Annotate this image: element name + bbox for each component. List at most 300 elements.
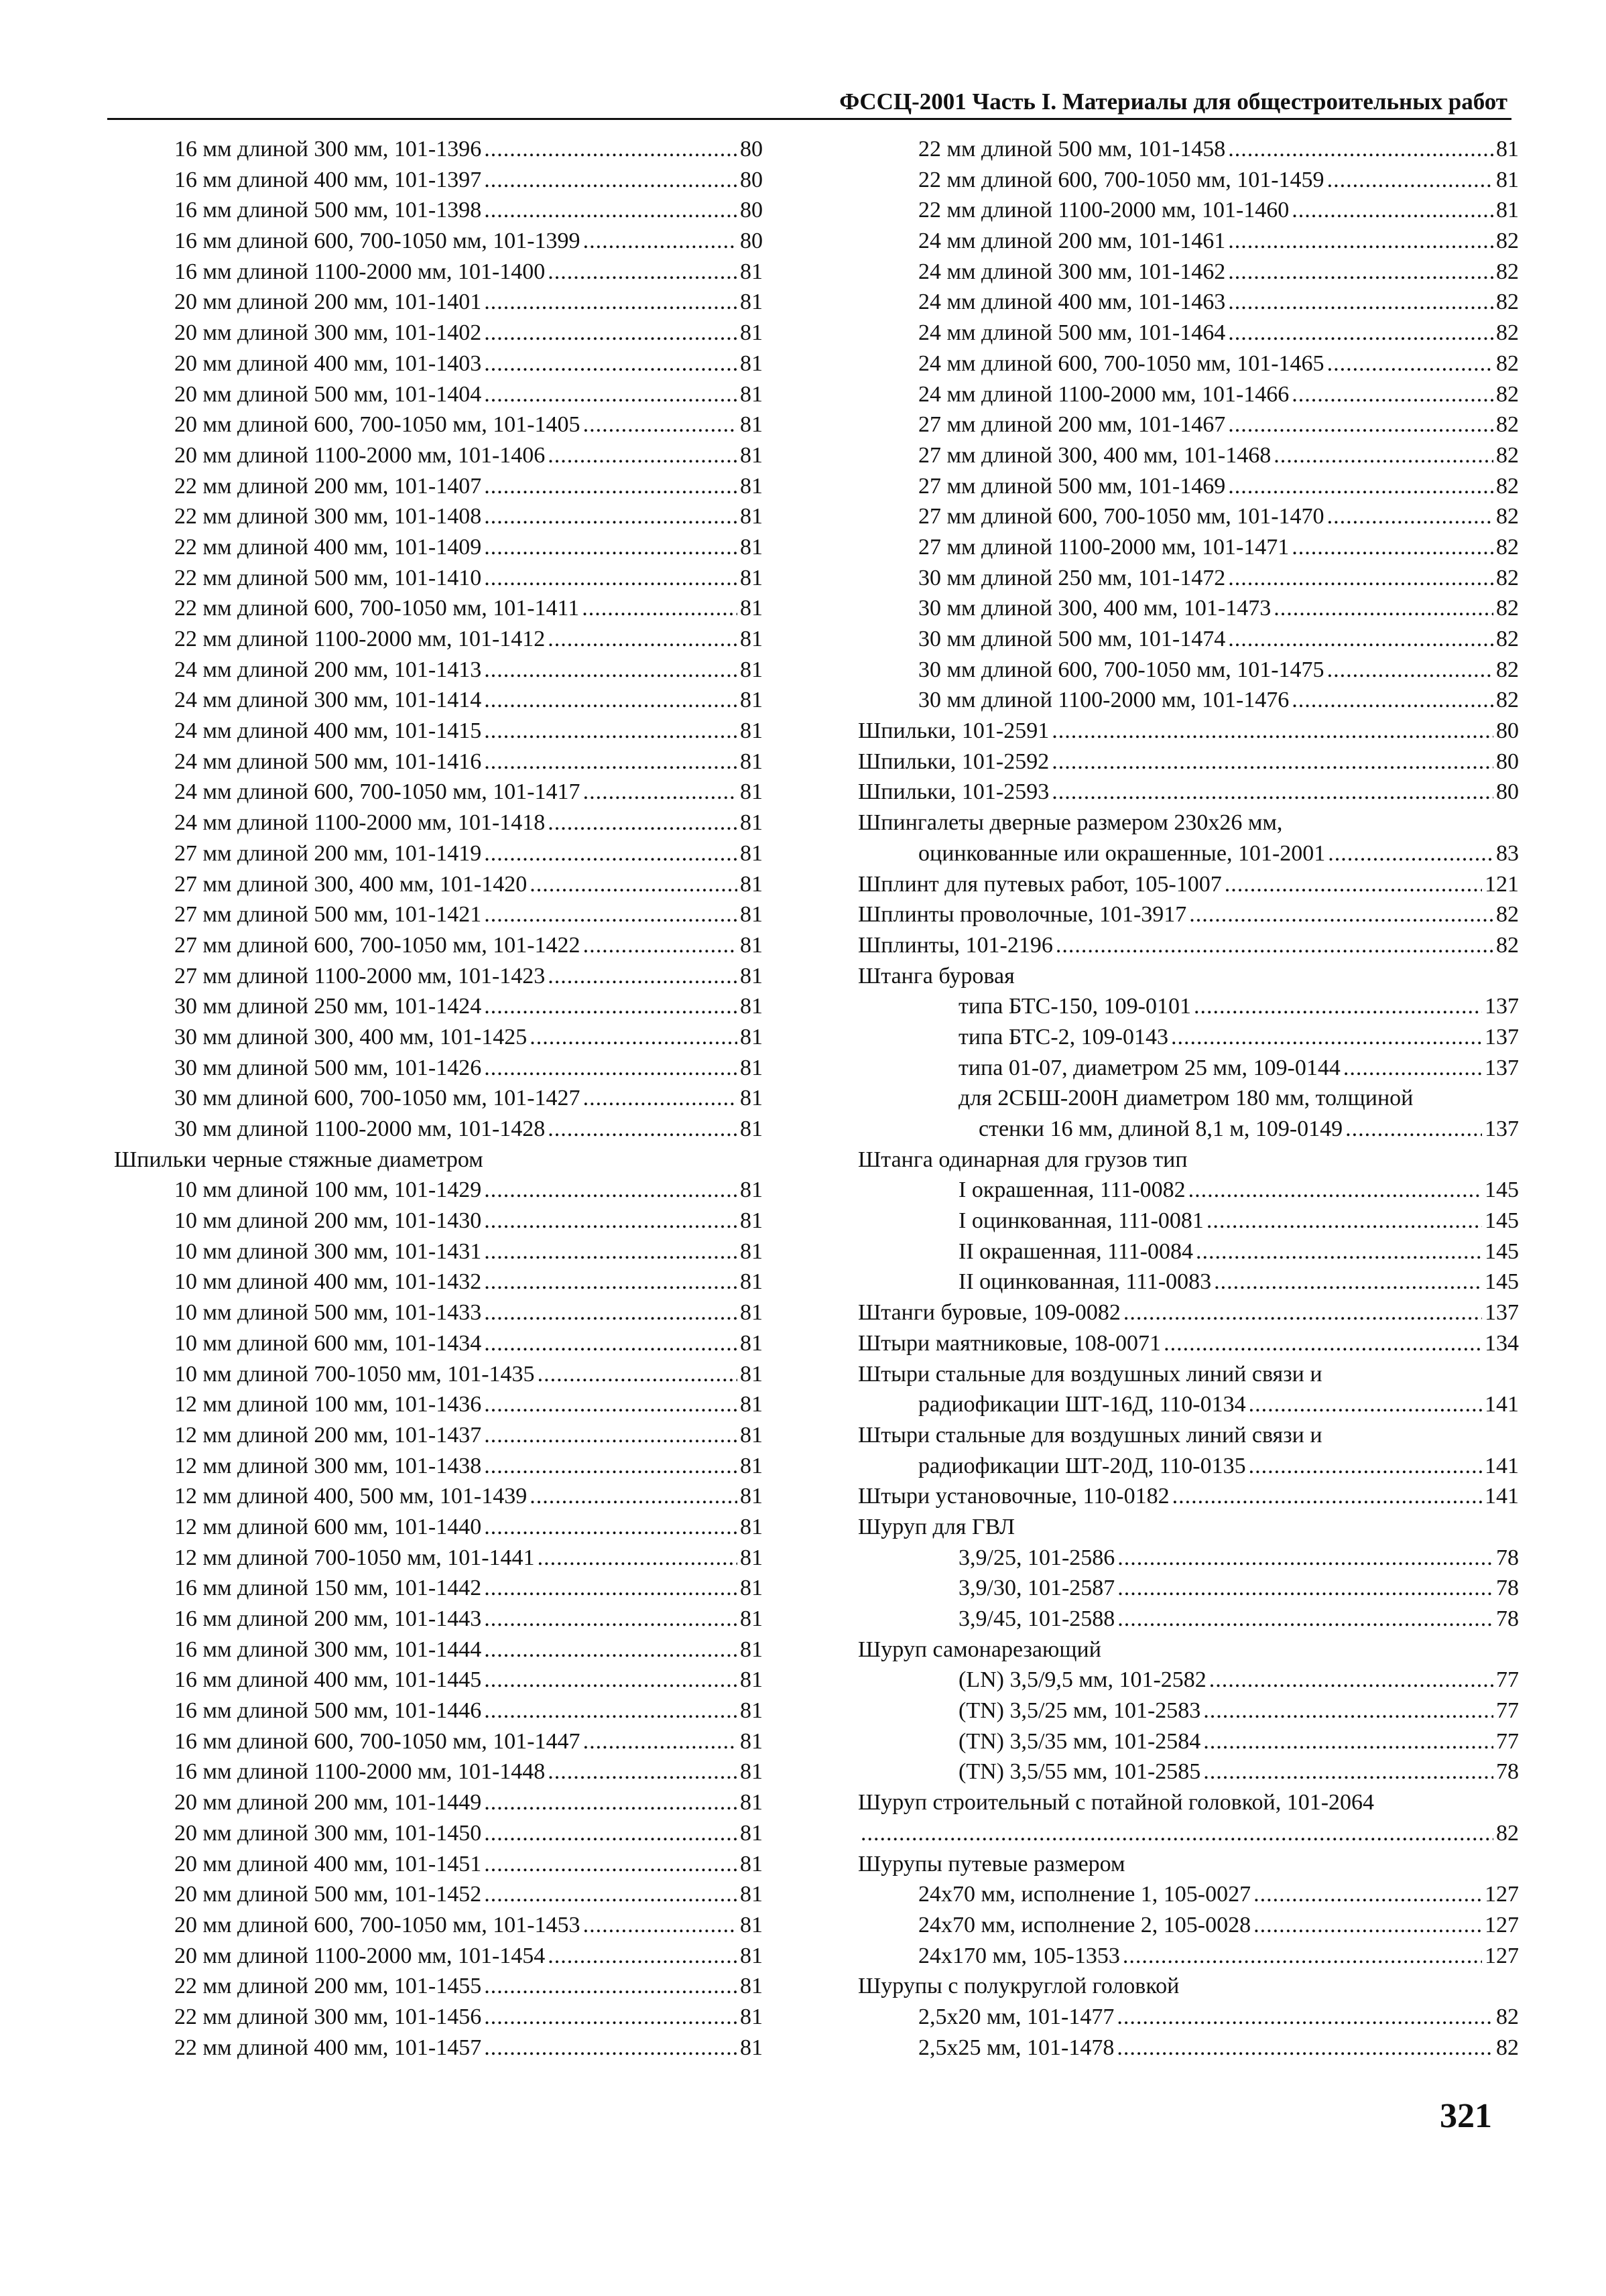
dot-leader	[1228, 226, 1493, 257]
dot-leader	[1228, 409, 1493, 440]
dot-leader	[484, 195, 737, 226]
entry-page-ref: 82	[1496, 1820, 1519, 1846]
dot-leader	[1327, 655, 1493, 686]
entry-page-ref: 81	[740, 1667, 763, 1693]
dot-leader	[1292, 195, 1493, 226]
dot-leader	[548, 1114, 737, 1145]
dot-leader	[583, 930, 737, 961]
dot-leader	[1052, 747, 1493, 777]
index-entry	[858, 1175, 1519, 1206]
entry-text: 30 мм длиной 1100-2000 мм, 101-1428	[174, 1117, 546, 1141]
entry-page-ref: 80	[1496, 779, 1519, 805]
entry-page-ref: 82	[1496, 565, 1519, 590]
index-entry	[858, 1022, 1519, 1053]
index-heading: для 2СБШ-200Н диаметром 180 мм, толщиной	[959, 1086, 1414, 1111]
entry-text: 24 мм длиной 400 мм, 101-1463	[918, 290, 1226, 315]
dot-leader	[1203, 1726, 1493, 1757]
entry-text: 24 мм длиной 1100-2000 мм, 101-1418	[174, 810, 546, 836]
index-entry	[858, 1389, 1519, 1420]
index-entry	[114, 1604, 763, 1635]
dot-leader	[1253, 1910, 1482, 1941]
index-entry	[858, 563, 1519, 594]
entry-text: Штыри установочные, 110-0182	[858, 1484, 1170, 1509]
entry-text: 16 мм длиной 300 мм, 101-1396	[174, 137, 482, 162]
dot-leader	[1225, 869, 1482, 900]
dot-leader	[530, 1481, 737, 1512]
entry-text: 30 мм длиной 250 мм, 101-1424	[174, 994, 482, 1019]
entry-page-ref: 82	[1496, 2035, 1519, 2060]
entry-page-ref: 81	[740, 259, 763, 284]
index-entry	[114, 1971, 763, 2002]
dot-leader	[484, 532, 737, 563]
dot-leader	[484, 2002, 737, 2033]
index-entry	[114, 747, 763, 777]
entry-text: 20 мм длиной 300 мм, 101-1402	[174, 320, 482, 346]
entry-text: 10 мм длиной 600 мм, 101-1434	[174, 1330, 482, 1356]
entry-text: 10 мм длиной 300 мм, 101-1431	[174, 1238, 482, 1264]
entry-page-ref: 81	[1496, 167, 1519, 192]
index-entry	[858, 2002, 1519, 2033]
dot-leader	[1228, 624, 1493, 655]
index-entry	[114, 1757, 763, 1787]
entry-page-ref: 81	[740, 1086, 763, 1111]
entry-page-ref: 137	[1485, 1055, 1519, 1080]
entry-text: 24x170 мм, 105-1353	[918, 1943, 1120, 1968]
index-heading: Штыри стальные для воздушных линий связи и	[858, 1422, 1322, 1448]
dot-leader	[484, 1328, 737, 1359]
dot-leader	[1249, 1451, 1482, 1482]
index-entry	[858, 1297, 1519, 1328]
dot-leader	[484, 1787, 737, 1818]
dot-leader	[484, 287, 737, 318]
index-entry	[114, 1665, 763, 1696]
entry-page-ref: 82	[1496, 596, 1519, 621]
entry-page-ref: 82	[1496, 381, 1519, 407]
entry-text: 30 мм длиной 500 мм, 101-1474	[918, 627, 1226, 651]
entry-page-ref: 81	[740, 1759, 763, 1785]
dot-leader	[484, 716, 737, 747]
dot-leader	[583, 1910, 737, 1941]
index-entry	[858, 1604, 1519, 1635]
entry-text: 20 мм длиной 1100-2000 мм, 101-1454	[174, 1943, 546, 1968]
entry-text: радиофикации ШТ-16Д, 110-0134	[918, 1392, 1246, 1417]
index-entry	[858, 226, 1519, 257]
entry-page-ref: 80	[740, 167, 763, 192]
entry-page-ref: 81	[740, 1820, 763, 1846]
entry-text: 20 мм длиной 400 мм, 101-1403	[174, 350, 482, 376]
dot-leader	[1117, 1604, 1493, 1635]
entry-text: 22 мм длиной 600, 700-1050 мм, 101-1459	[918, 167, 1324, 192]
entry-page-ref: 77	[1496, 1667, 1519, 1693]
index-entry	[114, 1879, 763, 1910]
entry-page-ref: 81	[740, 1177, 763, 1203]
index-entry	[858, 1879, 1519, 1910]
entry-text: I оцинкованная, 111-0081	[959, 1208, 1204, 1234]
dot-leader	[1194, 991, 1482, 1022]
dot-leader	[484, 1451, 737, 1482]
entry-text: 20 мм длиной 600, 700-1050 мм, 101-1405	[174, 412, 580, 438]
entry-page-ref: 81	[740, 1882, 763, 1907]
entry-page-ref: 82	[1496, 627, 1519, 651]
index-entry	[114, 1818, 763, 1849]
index-entry	[858, 348, 1519, 379]
entry-page-ref: 81	[740, 1330, 763, 1356]
dot-leader	[484, 1696, 737, 1726]
entry-page-ref: 81	[740, 1300, 763, 1326]
entry-page-ref: 127	[1485, 1882, 1519, 1907]
entry-text: 30 мм длиной 300, 400 мм, 101-1425	[174, 1024, 528, 1049]
entry-page-ref: 80	[740, 229, 763, 254]
index-entry	[114, 1849, 763, 1880]
index-entry	[114, 685, 763, 716]
entry-page-ref: 81	[1496, 198, 1519, 223]
entry-page-ref: 81	[740, 994, 763, 1019]
dot-leader	[548, 1941, 737, 1972]
dot-leader	[484, 1512, 737, 1543]
index-entry	[858, 257, 1519, 288]
entry-text: (TN) 3,5/25 мм, 101-2583	[959, 1698, 1201, 1724]
index-entry	[114, 1451, 763, 1482]
index-entry	[114, 1910, 763, 1941]
entry-text: 12 мм длиной 400, 500 мм, 101-1439	[174, 1484, 528, 1509]
dot-leader	[1228, 287, 1493, 318]
index-entry	[114, 1696, 763, 1726]
index-entry	[858, 1757, 1519, 1787]
entry-text: II окрашенная, 111-0084	[959, 1238, 1193, 1264]
index-entry	[114, 1267, 763, 1297]
index-entry	[114, 1635, 763, 1665]
index-entry	[858, 1726, 1519, 1757]
dot-leader	[548, 624, 737, 655]
entry-page-ref: 81	[740, 381, 763, 407]
entry-page-ref: 81	[740, 350, 763, 376]
dot-leader	[1343, 1053, 1482, 1084]
index-entry	[114, 195, 763, 226]
dot-leader	[1292, 532, 1493, 563]
entry-page-ref: 81	[740, 1974, 763, 1999]
entry-page-ref: 82	[1496, 290, 1519, 315]
dot-leader	[1292, 379, 1493, 410]
entry-page-ref: 81	[740, 963, 763, 988]
entry-page-ref: 82	[1496, 473, 1519, 499]
entry-text: 20 мм длиной 500 мм, 101-1404	[174, 381, 482, 407]
index-entry	[114, 1083, 763, 1114]
index-entry	[114, 1420, 763, 1451]
entry-page-ref: 82	[1496, 442, 1519, 468]
entry-page-ref: 81	[740, 1851, 763, 1876]
index-entry	[858, 532, 1519, 563]
index-heading: Штанга одинарная для грузов тип	[858, 1147, 1188, 1172]
entry-text: 27 мм длиной 1100-2000 мм, 101-1423	[174, 963, 546, 988]
index-entry	[858, 318, 1519, 348]
entry-page-ref: 80	[740, 198, 763, 223]
entry-text: 20 мм длиной 200 мм, 101-1449	[174, 1790, 482, 1815]
entry-text: 12 мм длиной 700-1050 мм, 101-1441	[174, 1545, 535, 1570]
index-entry	[114, 287, 763, 318]
entry-text: 16 мм длиной 600, 700-1050 мм, 101-1399	[174, 229, 580, 254]
entry-page-ref: 145	[1485, 1238, 1519, 1264]
entry-page-ref: 81	[740, 1453, 763, 1478]
dot-leader	[1123, 1297, 1482, 1328]
dot-leader	[1228, 134, 1493, 165]
entry-text: 24 мм длиной 500 мм, 101-1416	[174, 749, 482, 774]
dot-leader	[583, 777, 737, 808]
dot-leader	[583, 1726, 737, 1757]
index-entry	[114, 501, 763, 532]
entry-text: 30 мм длиной 600, 700-1050 мм, 101-1427	[174, 1086, 580, 1111]
dot-leader	[484, 1665, 737, 1696]
entry-text: 16 мм длиной 150 мм, 101-1442	[174, 1576, 482, 1601]
entry-page-ref: 82	[1496, 902, 1519, 928]
index-entry	[114, 1114, 763, 1145]
dot-leader	[484, 165, 737, 196]
index-entry	[114, 991, 763, 1022]
index-entry	[114, 318, 763, 348]
index-entry	[114, 808, 763, 838]
entry-page-ref: 134	[1485, 1330, 1519, 1356]
entry-page-ref: 81	[740, 810, 763, 836]
entry-page-ref: 82	[1496, 932, 1519, 958]
dot-leader	[548, 808, 737, 838]
entry-text: 24 мм длиной 400 мм, 101-1415	[174, 718, 482, 744]
dot-leader	[1214, 1267, 1482, 1297]
entry-page-ref: 81	[740, 688, 763, 713]
entry-text: (TN) 3,5/35 мм, 101-2584	[959, 1728, 1201, 1754]
entry-page-ref: 81	[740, 290, 763, 315]
entry-page-ref: 145	[1485, 1177, 1519, 1203]
header-title: ФССЦ-2001 Часть I. Материалы для общестроительных работ	[839, 88, 1507, 115]
dot-leader	[583, 1083, 737, 1114]
entry-page-ref: 82	[1496, 412, 1519, 438]
entry-page-ref: 80	[1496, 718, 1519, 744]
dot-leader	[484, 1879, 737, 1910]
dot-leader	[1274, 440, 1493, 471]
entry-text: 24 мм длиной 1100-2000 мм, 101-1466	[918, 381, 1290, 407]
dot-leader	[1327, 348, 1493, 379]
index-entry	[114, 655, 763, 686]
entry-page-ref: 81	[740, 2004, 763, 2029]
entry-page-ref: 80	[1496, 749, 1519, 774]
entry-text: Шпильки, 101-2591	[858, 718, 1050, 744]
entry-text: 27 мм длиной 600, 700-1050 мм, 101-1422	[174, 932, 580, 958]
entry-text: 30 мм длиной 1100-2000 мм, 101-1476	[918, 688, 1290, 713]
index-entry	[858, 2033, 1519, 2063]
index-entry	[858, 869, 1519, 900]
index-entry	[114, 1359, 763, 1390]
dot-leader	[548, 440, 737, 471]
entry-page-ref: 81	[740, 1392, 763, 1417]
running-header	[107, 79, 1511, 120]
index-entry	[114, 961, 763, 992]
index-entry	[858, 1267, 1519, 1297]
dot-leader	[1052, 777, 1493, 808]
entry-text: 10 мм длиной 500 мм, 101-1433	[174, 1300, 482, 1326]
entry-text: 12 мм длиной 200 мм, 101-1437	[174, 1422, 482, 1448]
index-entry	[858, 134, 1519, 165]
entry-text: 16 мм длиной 500 мм, 101-1446	[174, 1698, 482, 1724]
entry-text: 24 мм длиной 500 мм, 101-1464	[918, 320, 1226, 346]
dot-leader	[484, 379, 737, 410]
index-entry	[114, 134, 763, 165]
index-entry	[858, 165, 1519, 196]
entry-page-ref: 137	[1485, 1300, 1519, 1326]
entry-page-ref: 81	[740, 932, 763, 958]
entry-text: 20 мм длиной 300 мм, 101-1450	[174, 1820, 482, 1846]
entry-page-ref: 81	[740, 504, 763, 529]
dot-leader	[861, 1818, 1493, 1849]
index-entry	[858, 1481, 1519, 1512]
entry-page-ref: 81	[740, 1238, 763, 1264]
entry-page-ref: 141	[1485, 1484, 1519, 1509]
index-heading: Штанга буровая	[858, 963, 1015, 988]
dot-leader	[1274, 593, 1493, 624]
entry-text: Шпильки, 101-2592	[858, 749, 1050, 774]
index-entry	[114, 899, 763, 930]
index-entry	[858, 1941, 1519, 1972]
entry-page-ref: 81	[740, 1698, 763, 1724]
index-entry	[114, 593, 763, 624]
entry-text: 22 мм длиной 500 мм, 101-1410	[174, 565, 482, 590]
index-entry	[858, 716, 1519, 747]
dot-leader	[548, 961, 737, 992]
entry-text: 27 мм длиной 500 мм, 101-1469	[918, 473, 1226, 499]
entry-page-ref: 81	[740, 657, 763, 682]
entry-text: 27 мм длиной 200 мм, 101-1467	[918, 412, 1226, 438]
dot-leader	[1117, 1573, 1493, 1604]
index-entry	[858, 440, 1519, 471]
index-heading: Шуруп самонарезающий	[858, 1637, 1101, 1662]
index-entry	[114, 348, 763, 379]
index-entry	[114, 2033, 763, 2063]
entry-text: 27 мм длиной 500 мм, 101-1421	[174, 902, 482, 928]
entry-page-ref: 81	[740, 534, 763, 560]
index-entry	[114, 563, 763, 594]
entry-page-ref: 81	[740, 627, 763, 651]
entry-page-ref: 81	[740, 1422, 763, 1448]
entry-text: 20 мм длиной 200 мм, 101-1401	[174, 290, 482, 315]
index-entry	[858, 624, 1519, 655]
entry-page-ref: 127	[1485, 1943, 1519, 1968]
index-entry	[114, 1573, 763, 1604]
index-entry	[114, 226, 763, 257]
dot-leader	[530, 1022, 737, 1053]
index-entry	[858, 1910, 1519, 1941]
entry-page-ref: 81	[740, 1912, 763, 1937]
entry-page-ref: 82	[1496, 504, 1519, 529]
entry-page-ref: 81	[740, 1728, 763, 1754]
entry-text: 27 мм длиной 1100-2000 мм, 101-1471	[918, 534, 1290, 560]
entry-text: 24 мм длиной 300 мм, 101-1462	[918, 259, 1226, 284]
entry-page-ref: 81	[740, 840, 763, 866]
entry-text: оцинкованные или окрашенные, 101-2001	[918, 840, 1326, 866]
entry-page-ref: 121	[1485, 871, 1519, 897]
entry-text: Шплинты, 101-2196	[858, 932, 1053, 958]
index-entry	[114, 1022, 763, 1053]
entry-text: 22 мм длиной 400 мм, 101-1409	[174, 534, 482, 560]
dot-leader	[1228, 318, 1493, 348]
entry-page-ref: 80	[740, 137, 763, 162]
dot-leader	[1203, 1757, 1493, 1787]
entry-page-ref: 81	[740, 1484, 763, 1509]
index-entry	[114, 1543, 763, 1574]
dot-leader	[484, 991, 737, 1022]
entry-text: 22 мм длиной 200 мм, 101-1407	[174, 473, 482, 499]
entry-text: 3,9/30, 101-2587	[959, 1576, 1115, 1601]
dot-leader	[1328, 838, 1493, 869]
entry-page-ref: 78	[1496, 1545, 1519, 1570]
index-entry	[858, 777, 1519, 808]
entry-page-ref: 81	[740, 1208, 763, 1234]
entry-page-ref: 77	[1496, 1728, 1519, 1754]
dot-leader	[484, 348, 737, 379]
entry-text: 16 мм длиной 1100-2000 мм, 101-1448	[174, 1759, 546, 1785]
entry-page-ref: 81	[740, 1606, 763, 1631]
entry-page-ref: 145	[1485, 1269, 1519, 1295]
entry-text: 16 мм длиной 400 мм, 101-1445	[174, 1667, 482, 1693]
index-entry	[858, 655, 1519, 686]
index-entry	[858, 593, 1519, 624]
dot-leader	[538, 1543, 737, 1574]
entry-text: 16 мм длиной 600, 700-1050 мм, 101-1447	[174, 1728, 580, 1754]
entry-page-ref: 81	[740, 2035, 763, 2060]
entry-text: (TN) 3,5/55 мм, 101-2585	[959, 1759, 1201, 1785]
entry-page-ref: 141	[1485, 1453, 1519, 1478]
index-entry	[858, 838, 1519, 869]
entry-text: 22 мм длиной 300 мм, 101-1456	[174, 2004, 482, 2029]
index-entry	[114, 624, 763, 655]
entry-page-ref: 127	[1485, 1912, 1519, 1937]
index-entry	[858, 991, 1519, 1022]
page-number: 321	[1440, 2097, 1492, 2135]
entry-page-ref: 81	[740, 596, 763, 621]
entry-text: 27 мм длиной 200 мм, 101-1419	[174, 840, 482, 866]
entry-text: II оцинкованная, 111-0083	[959, 1269, 1212, 1295]
index-entry	[114, 2002, 763, 2033]
entry-text: 16 мм длиной 300 мм, 101-1444	[174, 1637, 482, 1662]
index-heading: Шпингалеты дверные размером 230x26 мм,	[858, 810, 1283, 836]
dot-leader	[1188, 1175, 1482, 1206]
index-entry	[114, 1175, 763, 1206]
dot-leader	[484, 655, 737, 686]
entry-text: 3,9/45, 101-2588	[959, 1606, 1115, 1631]
index-entry	[114, 409, 763, 440]
entry-page-ref: 137	[1485, 1117, 1519, 1141]
index-entry	[858, 409, 1519, 440]
index-entry	[114, 777, 763, 808]
entry-page-ref: 81	[740, 1637, 763, 1662]
entry-page-ref: 81	[740, 749, 763, 774]
entry-text: типа БТС-2, 109-0143	[959, 1024, 1169, 1049]
index-entry	[114, 838, 763, 869]
dot-leader	[484, 1267, 737, 1297]
dot-leader	[1164, 1328, 1482, 1359]
dot-leader	[1209, 1665, 1493, 1696]
entry-page-ref: 82	[1496, 320, 1519, 346]
dot-leader	[1228, 471, 1493, 502]
index-heading: Штыри стальные для воздушных линий связи и	[858, 1361, 1322, 1387]
index-column-right	[858, 134, 1519, 2063]
dot-leader	[484, 1604, 737, 1635]
entry-text: 30 мм длиной 250 мм, 101-1472	[918, 565, 1226, 590]
dot-leader	[484, 318, 737, 348]
entry-text: 24 мм длиной 600, 700-1050 мм, 101-1465	[918, 350, 1324, 376]
entry-page-ref: 81	[740, 320, 763, 346]
dot-leader	[484, 471, 737, 502]
index-column-left	[114, 134, 763, 2063]
dot-leader	[484, 747, 737, 777]
entry-text: 2,5x25 мм, 101-1478	[918, 2035, 1115, 2060]
entry-text: 24 мм длиной 600, 700-1050 мм, 101-1417	[174, 779, 580, 805]
